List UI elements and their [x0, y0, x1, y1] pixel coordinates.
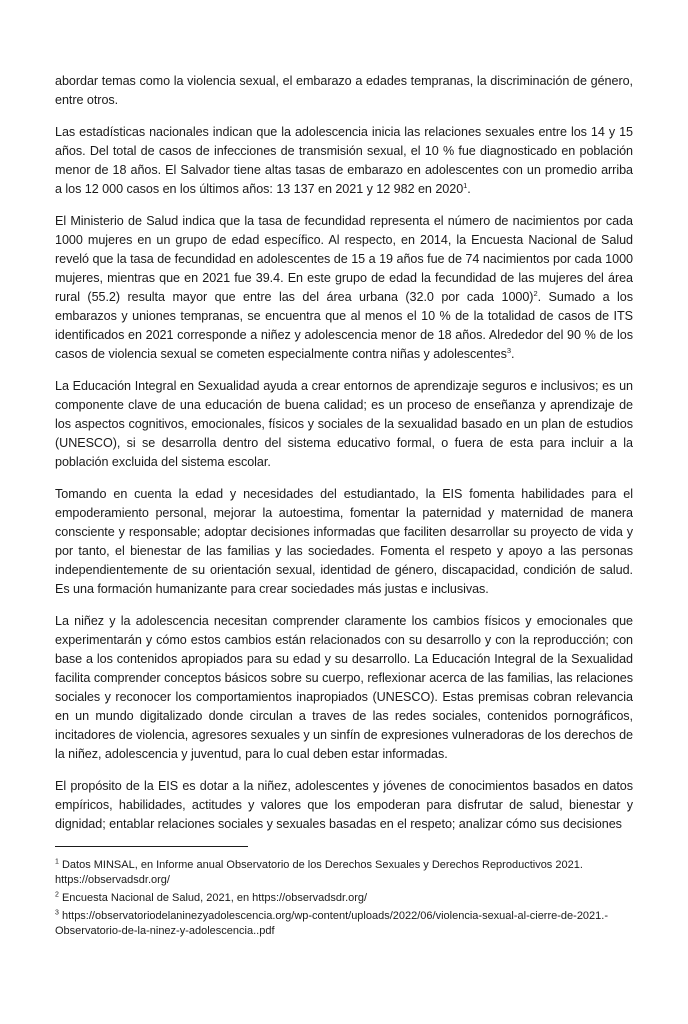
footnote-text[interactable]: https://observatoriodelaninezyadolescencia.org/wp-content/uploads/2022/06/violencia-sexual-al-cierre-de-2021.-Observatorio-de-la-ninez-y-adolescencia..pdf — [55, 910, 609, 937]
footnote-number: 3 — [55, 909, 59, 917]
footnote-number: 2 — [55, 891, 59, 899]
footnote-ref-3[interactable]: 3 — [506, 345, 511, 355]
footnote-separator — [55, 846, 248, 847]
paragraph-text: La Educación Integral en Sexualidad ayuda a crear entornos de aprendizaje seguros e inclusivos; es un componente clave de una educación de buena calidad; es un proceso de enseñanza y aprendizaje de los aspectos cognitivos, emocionales, físicos y sociales de la sexualidad basado en un plan de estudios (UNESCO), si se desarrolla dentro del sistema educativo formal, o fuera de esta para incluir a la población excluida del sistema escolar. — [55, 379, 633, 469]
paragraph-text: Las estadísticas nacionales indican que la adolescencia inicia las relaciones sexuales entre los 14 y 15 años. Del total de casos de infecciones de transmisión sexual, el 10 % fue diagnosticado en población menor de 18 años. El Salvador tiene altas tasas de embarazo en adolescentes con un promedio arriba a los 12 000 casos en los últimos años: 13 137 en 2021 y 12 982 en 2020 — [55, 125, 633, 196]
paragraph-6 — [55, 612, 633, 764]
footnote-ref-2[interactable]: 2 — [533, 288, 538, 298]
footnote-1 — [55, 858, 633, 888]
footnotes — [55, 858, 633, 942]
paragraph-text: La niñez y la adolescencia necesitan comprender claramente los cambios físicos y emocionales que experimentarán y cómo estos cambios están relacionados con su desarrollo y con la reproducción; con base a los contenidos apropiados para su edad y su desarrollo. La Educación Integral de la Sexualidad facilita comprender conceptos básicos sobre su cuerpo, reflexionar acerca de las familias, las relaciones sociales y reconocer los comportamientos inapropiados (UNESCO). Estas premisas cobran relevancia en un mundo digitalizado donde circulan a traves de las redes sociales, contenidos pornográficos, incitadores de violencia, agresores sexuales y un sinfín de expresiones vulneradoras de los derechos de la niñez, adolescencia y juventud, para lo cual deben estar informadas. — [55, 614, 634, 761]
paragraph-text: El propósito de la EIS es dotar a la niñez, adolescentes y jóvenes de conocimientos basados en datos empíricos, habilidades, actitudes y valores que los empoderan para disfrutar de salud, bienestar y dignidad; entablar relaciones sociales y sexuales basadas en el respeto; analizar cómo sus decisiones — [55, 779, 633, 831]
paragraph-2: Las estadísticas nacionales indican que la adolescencia inicia las relaciones sexuales entre los 14 y 15 años. Del total de casos de infecciones de transmisión sexual, el 10 % fue diagnosticado en población menor de 18 años. El Salvador tiene altas tasas de embarazo en adolescentes con un promedio arriba a los 12 000 casos en los últimos años: 13 137 en 2021 y 12 982 en 2020$^1$. — [55, 125, 633, 196]
paragraph-text: Tomando en cuenta la edad y necesidades del estudiantado, la EIS fomenta habilidades para el empoderamiento personal, mejorar la autoestima, fomentar la paternidad y maternidad de manera consciente y responsable; adoptar decisiones informadas que faciliten desarrollar su proyecto de vida y por tanto, el bienestar de las familias y las sociedades. Fomenta el respeto y apoyo a las personas independientemente de su orientación sexual, identidad de género, discapacidad, condición de salud. Es una formación humanizante para crear sociedades más justas e inclusivas. — [55, 487, 633, 596]
footnote-2 — [55, 891, 633, 906]
paragraph-text-end: . — [510, 347, 515, 361]
paragraph-1 — [55, 72, 633, 110]
paragraph-3 — [55, 212, 633, 364]
footnote-3 — [55, 909, 633, 939]
footnote-ref-1[interactable]: 1 — [463, 180, 468, 190]
footnote-text[interactable]: Encuesta Nacional de Salud, 2021, en https://observadsdr.org/ — [58, 892, 368, 904]
paragraph-5 — [55, 485, 633, 599]
footnote-number: 1 — [55, 858, 59, 866]
paragraph-4 — [55, 377, 633, 472]
paragraph-text: abordar temas como la violencia sexual, el embarazo a edades tempranas, la discriminación de género, entre otros. — [55, 74, 633, 107]
paragraph-text: El Ministerio de Salud indica que la tasa de fecundidad representa el número de nacimientos por cada 1000 mujeres en un grupo de edad específico. Al respecto, en 2014, la Encuesta Nacional de Salud reveló que la tasa de fecundidad en adolescentes de 15 a 19 años fue de 74 nacimientos por cada 1000 mujeres, mientras que en 2021 fue 39.4. En este grupo de edad la fecundidad de las mujeres del área rural (55.2) resulta mayor que entre las del área urbana (32.0 por cada 1000) — [55, 214, 633, 304]
footnote-text[interactable]: Datos MINSAL, en Informe anual Observatorio de los Derechos Sexuales y Derechos Reproductivos 2021. https://observadsdr.org/ — [55, 859, 583, 886]
document-body — [55, 72, 633, 847]
paragraph-7 — [55, 777, 633, 834]
paragraph-text-continued: . Sumado a los embarazos y uniones tempranas, se encuentra que al menos el 10 % de la totalidad de casos de ITS identificados en 2021 corresponde a niñez y adolescencia menor de 18 años. Alrededor del 90 % de los casos de violencia sexual se cometen especialmente contra niñas y adolescentes — [55, 290, 633, 361]
